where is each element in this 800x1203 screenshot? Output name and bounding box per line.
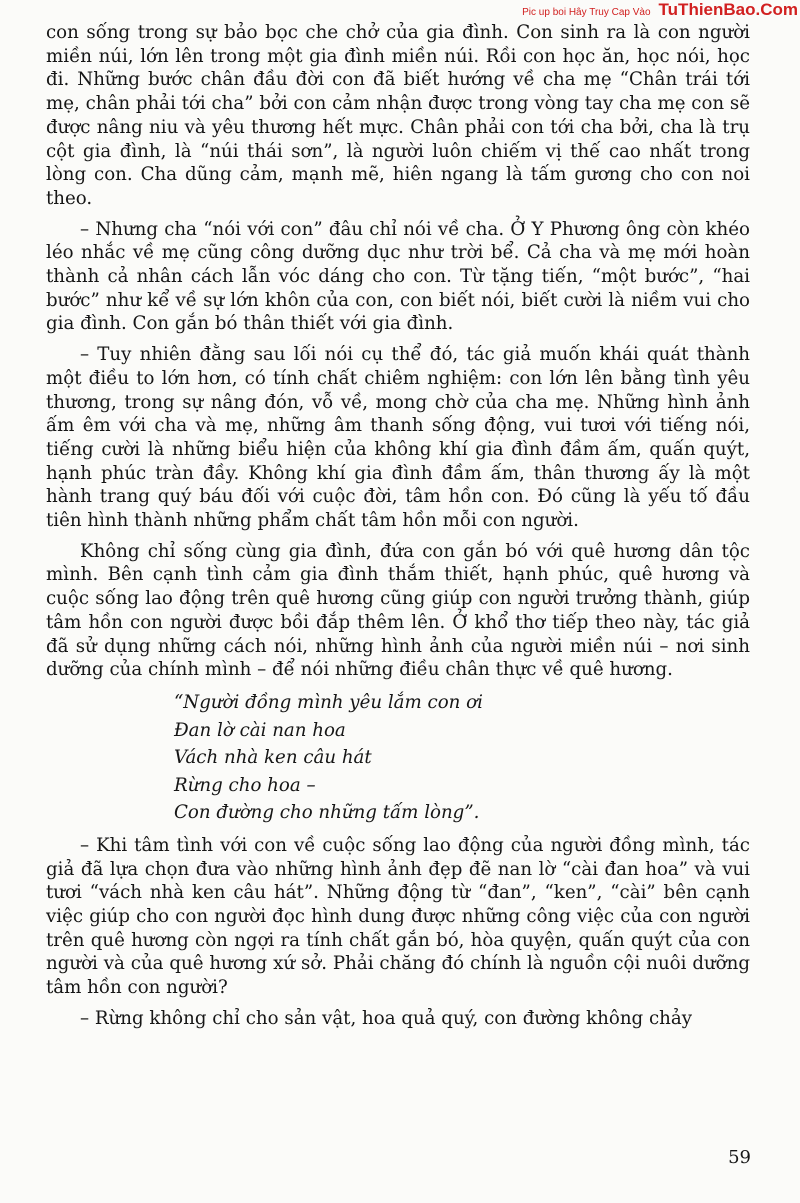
watermark [522,0,798,18]
watermark-site-name: TuThienBao.Com [658,0,798,19]
page-number: 59 [728,1147,751,1168]
page-body [46,21,750,1038]
paragraph-4: Không chỉ sống cùng gia đình, đứa con gắn bó với quê hương dân tộc mình. Bên cạnh tình cảm gia đình thắm thiết, hạnh phúc, quê hương và cuộc sống lao động trên quê hương cũng giúp con người trưởng thành, giúp tâm hồn con người được bồi đắp thêm lên. Ở khổ thơ tiếp theo này, tác giả đã sử dụng những cách nói, những hình ảnh của người miền núi – nơi sinh dưỡng của chính mình – để nói những điều chân thực về quê hương. [46,540,750,681]
poem-line-4: Rừng cho hoa – [174,774,316,796]
poem-line-1: “Người đồng mình yêu lắm con ơi [174,691,483,713]
poem-line-2: Đan lờ cài nan hoa [174,719,346,741]
poem-quote [174,689,750,827]
paragraph-5: – Khi tâm tình với con về cuộc sống lao động của người đồng mình, tác giả đã lựa chọn đưa vào những hình ảnh đẹp đẽ nan lờ “cài đan hoa” và vui tươi “vách nhà ken câu hát”. Những động từ “đan”, “ken”, “cài” bên cạnh việc giúp cho con người đọc hình dung được những công việc của con người trên quê hương còn ngợi ra tính chất gắn bó, hòa quyện, quấn quýt của con người và của quê hương xứ sở. Phải chăng đó chính là nguồn cội nuôi dưỡng tâm hồn con người? [46,834,750,999]
paragraph-2: – Nhưng cha “nói với con” đâu chỉ nói về cha. Ở Y Phương ông còn khéo léo nhắc về mẹ cũng công dưỡng dục như trời bể. Cả cha và mẹ mới hoàn thành cả nhân cách lẫn vóc dáng cho con. Từ tặng tiến, “một bước”, “hai bước” như kể về sự lớn khôn của con, con biết nói, biết cười là niềm vui cho gia đình. Con gắn bó thân thiết với gia đình. [46,218,750,335]
paragraph-1: con sống trong sự bảo bọc che chở của gia đình. Con sinh ra là con người miền núi, lớn lên trong một gia đình miền núi. Rồi con học ăn, học nói, học đi. Những bước chân đầu đời con đã biết hướng về cha mẹ “Chân trái tới mẹ, chân phải tới cha” bởi con cảm nhận được trong vòng tay cha mẹ con sẽ được nâng niu và yêu thương hết mực. Chân phải con tới cha bởi, cha là trụ cột gia đình, là “núi thái sơn”, là người luôn chiếm vị thế cao nhất trong lòng con. Cha dũng cảm, mạnh mẽ, hiên ngang là tấm gương cho con noi theo. [46,22,750,209]
poem-line-3: Vách nhà ken câu hát [174,747,372,769]
paragraph-3: – Tuy nhiên đằng sau lối nói cụ thể đó, tác giả muốn khái quát thành một điều to lớn hơn, có tính chất chiêm nghiệm: con lớn lên bằng tình yêu thương, trong sự nâng đón, vỗ về, mong chờ của cha mẹ. Những hình ảnh ấm êm với cha và mẹ, những âm thanh sống động, vui tươi với tiếng nói, tiếng cười là những biểu hiện của không khí gia đình đầm ấm, quấn quýt, hạnh phúc tràn đầy. Không khí gia đình đầm ấm, thân thương ấy là một hành trang quý báu đối với cuộc đời, tâm hồn con. Đó cũng là yếu tố đầu tiên hình thành những phẩm chất tâm hồn mỗi con người. [46,344,750,532]
watermark-small-text: Pic up boi Hây Truy Cap Vào [522,7,651,18]
poem-line-5: Con đường cho những tấm lòng”. [174,802,480,824]
paragraph-6: – Rừng không chỉ cho sản vật, hoa quả quý, con đường không chảy [80,1007,692,1029]
